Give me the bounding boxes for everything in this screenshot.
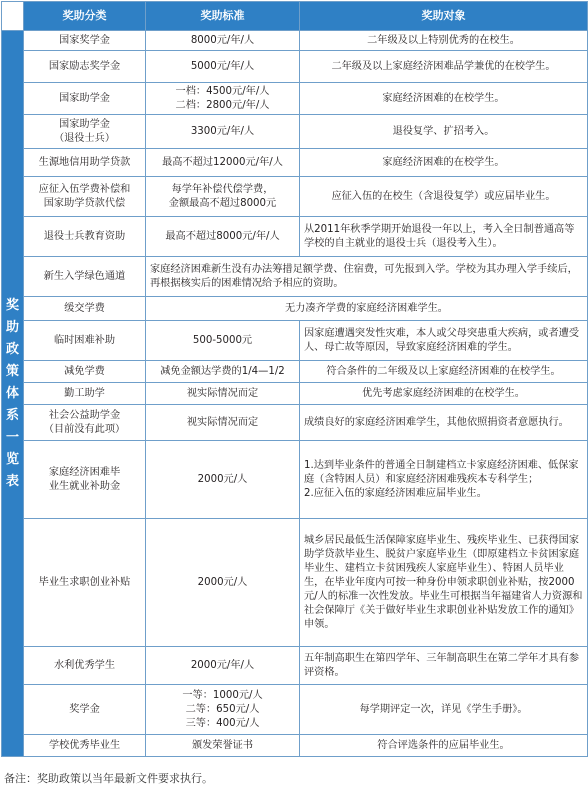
header-row <box>2 2 588 31</box>
row-target: 成绩良好的家庭经济困难学生，其他依照捐资者意愿执行。 <box>300 405 588 441</box>
row-name: 国家助学金 <box>24 83 146 115</box>
row-target: 城乡居民最低生活保障家庭毕业生、残疾毕业生、已获得国家助学贷款毕业生、脱贫户家庭毕业生（即原建档立卡贫困家庭毕业生、建档立卡贫困残疾人家庭毕业生）、特困人员毕业生，在毕业年度内可按一种身份申领求职创业补贴，按2000元/人的标准一次性发放。毕业生可根据当年福建省人力资源和社会保障厅《关于做好毕业生求职创业补贴发放工作的通知》申领。 <box>300 519 588 647</box>
row-target: 二年级及以上家庭经济困难品学兼优的在校学生。 <box>300 51 588 83</box>
table-row <box>2 31 588 51</box>
row-standard: 5000元/年/人 <box>146 51 300 83</box>
row-standard: 2000元/人 <box>146 441 300 519</box>
table-row <box>2 735 588 757</box>
row-name: 勤工助学 <box>24 383 146 405</box>
row-standard: 最高不超过8000元/年/人 <box>146 217 300 257</box>
row-standard: 2000元/年/人 <box>146 647 300 685</box>
row-standard: 视实际情况而定 <box>146 383 300 405</box>
table-row <box>2 149 588 177</box>
row-standard: 颁发荣誉证书 <box>146 735 300 757</box>
row-target: 从2011年秋季学期开始退役一年以上，考入全日制普通高等学校的自主就业的退役士兵（退役考入生）。 <box>300 217 588 257</box>
row-target: 退役复学、扩招考入。 <box>300 115 588 149</box>
row-merged-standard: 无力凑齐学费的家庭经济困难学生。 <box>146 297 588 321</box>
row-standard: 视实际情况而定 <box>146 405 300 441</box>
table-row <box>2 115 588 149</box>
row-standard: 8000元/年/人 <box>146 31 300 51</box>
row-target: 1.达到毕业条件的普通全日制建档立卡家庭经济困难、低保家庭（含特困人员）和家庭经济困难残疾本专科学生； 2.应征入伍的家庭经济困难应届毕业生。 <box>300 441 588 519</box>
row-name: 毕业生求职创业补贴 <box>24 519 146 647</box>
row-target: 家庭经济困难的在校学生。 <box>300 83 588 115</box>
row-name: 国家励志奖学金 <box>24 51 146 83</box>
row-name: 学校优秀毕业生 <box>24 735 146 757</box>
row-target: 二年级及以上特别优秀的在校生。 <box>300 31 588 51</box>
row-name: 奖学金 <box>24 685 146 735</box>
row-name: 退役士兵教育资助 <box>24 217 146 257</box>
row-name: 水利优秀学生 <box>24 647 146 685</box>
row-target: 应征入伍的在校生（含退役复学）或应届毕业生。 <box>300 177 588 217</box>
row-name: 国家助学金 （退役士兵） <box>24 115 146 149</box>
row-standard: 一等：1000元/人 二等：650元/人 三等：400元/人 <box>146 685 300 735</box>
row-standard: 减免金额达学费的1/4—1/2 <box>146 361 300 383</box>
row-standard: 3300元/年/人 <box>146 115 300 149</box>
table-row <box>2 321 588 361</box>
row-name: 减免学费 <box>24 361 146 383</box>
row-standard: 每学年补偿代偿学费， 金额最高不超过8000元 <box>146 177 300 217</box>
table-row <box>2 83 588 115</box>
row-name: 国家奖学金 <box>24 31 146 51</box>
row-target: 符合条件的二年级及以上家庭经济困难的在校学生。 <box>300 361 588 383</box>
policy-table <box>1 1 588 757</box>
header-corner <box>2 2 24 31</box>
row-target: 因家庭遭遇突发性灾难，本人或父母突患重大疾病，或者遭受人、母亡故等原因，导致家庭经济困难的学生。 <box>300 321 588 361</box>
row-merged-standard: 家庭经济困难新生没有办法筹措足额学费、住宿费，可先报到入学。学校为其办理入学手续后，再根据核实后的困难情况给予相应的资助。 <box>146 257 588 297</box>
table-row <box>2 647 588 685</box>
row-name: 生源地信用助学贷款 <box>24 149 146 177</box>
row-name: 临时困难补助 <box>24 321 146 361</box>
table-row <box>2 177 588 217</box>
header-category: 奖助分类 <box>24 2 146 31</box>
table-row <box>2 685 588 735</box>
table-row <box>2 217 588 257</box>
row-target: 每学期评定一次，详见《学生手册》。 <box>300 685 588 735</box>
row-standard: 最高不超过12000元/年/人 <box>146 149 300 177</box>
header-target: 奖助对象 <box>300 2 588 31</box>
row-standard: 一档：4500元/年/人 二档：2800元/年/人 <box>146 83 300 115</box>
row-name: 社会公益助学金 （目前没有此项） <box>24 405 146 441</box>
row-name: 家庭经济困难毕 业生就业补助金 <box>24 441 146 519</box>
table-row <box>2 297 588 321</box>
row-name: 缓交学费 <box>24 297 146 321</box>
row-target: 优先考虑家庭经济困难的在校学生。 <box>300 383 588 405</box>
side-label: 奖助政策体系一览表 <box>2 31 24 757</box>
table-row <box>2 51 588 83</box>
table-row <box>2 441 588 519</box>
footnote: 备注：奖助政策以当年最新文件要求执行。 <box>4 772 213 785</box>
header-standard: 奖助标准 <box>146 2 300 31</box>
row-name: 应征入伍学费补偿和 国家助学贷款代偿 <box>24 177 146 217</box>
table-row <box>2 383 588 405</box>
row-target: 五年制高职生在第四学年、三年制高职生在第二学年才具有参评资格。 <box>300 647 588 685</box>
table-row <box>2 519 588 647</box>
row-name: 新生入学绿色通道 <box>24 257 146 297</box>
table-row <box>2 405 588 441</box>
row-standard: 500-5000元 <box>146 321 300 361</box>
row-standard: 2000元/人 <box>146 519 300 647</box>
table-row <box>2 361 588 383</box>
row-target: 家庭经济困难的在校学生。 <box>300 149 588 177</box>
table-row <box>2 257 588 297</box>
row-target: 符合评选条件的应届毕业生。 <box>300 735 588 757</box>
